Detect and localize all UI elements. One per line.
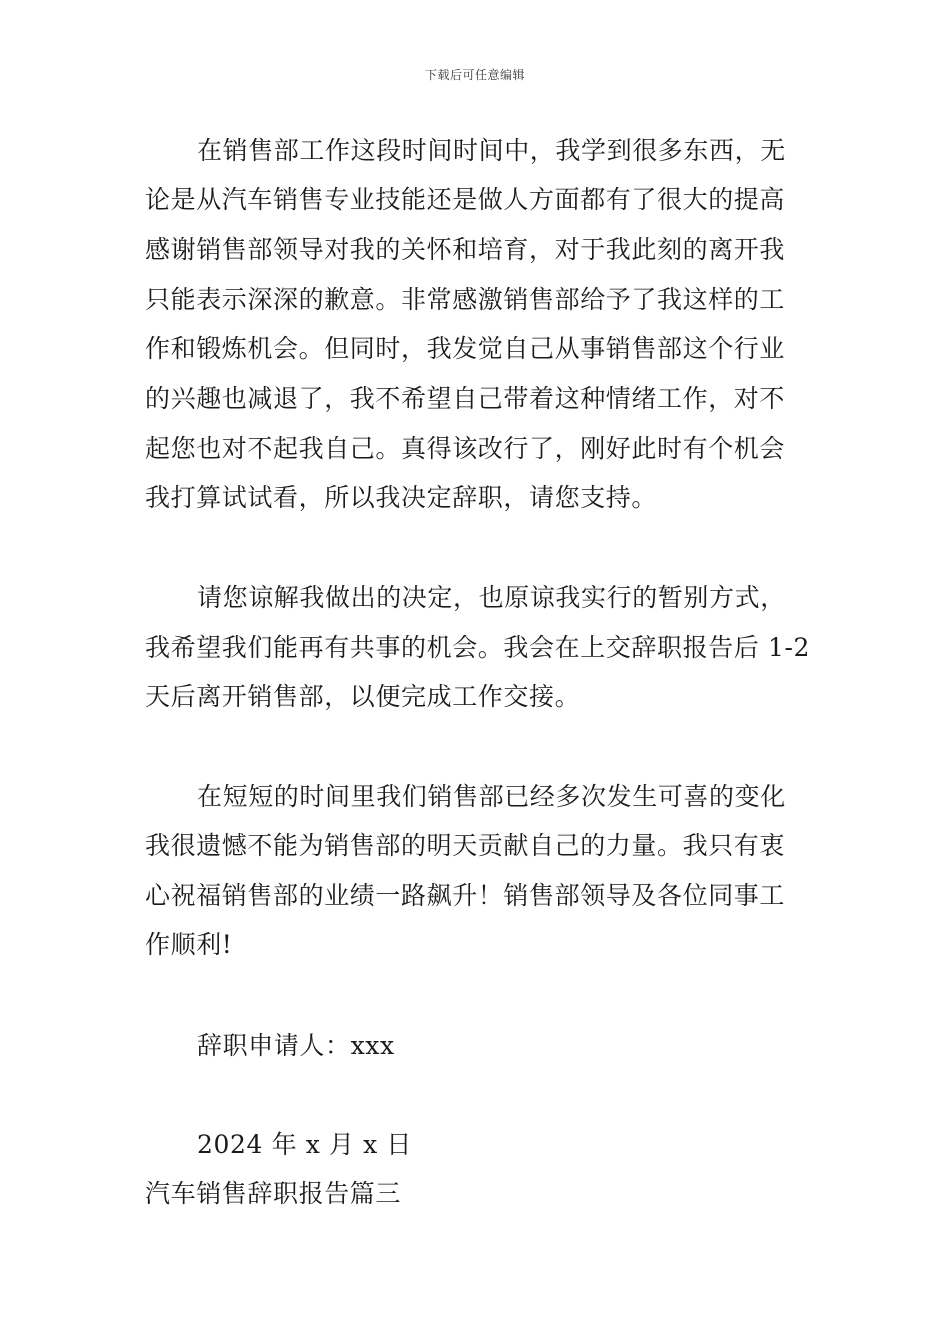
paragraph-line: 我很遗憾不能为销售部的明天贡献自己的力量。我只有衷 — [145, 831, 786, 860]
paragraph-line: 心祝福销售部的业绩一路飙升！销售部领导及各位同事工 — [145, 881, 786, 910]
paragraph-line: 起您也对不起我自己。真得该改行了，刚好此时有个机会 — [145, 434, 786, 463]
paragraph-line: 作和锻炼机会。但同时，我发觉自己从事销售部这个行业 — [145, 334, 786, 363]
paragraph-line: 只能表示深深的歉意。非常感激销售部给予了我这样的工 — [145, 285, 786, 314]
paragraph-line: 我希望我们能再有共事的机会。我会在上交辞职报告后 1-2 — [145, 633, 811, 662]
paragraph-line: 在销售部工作这段时间时间中，我学到很多东西，无 — [197, 136, 786, 165]
paragraph-line: 感谢销售部领导对我的关怀和培育，对于我此刻的离开我 — [145, 235, 786, 264]
date-line: 2024 年 x 月 x 日 — [197, 1130, 412, 1159]
paragraph-line: 的兴趣也减退了，我不希望自己带着这种情绪工作，对不 — [145, 384, 786, 413]
paragraph-line: 我打算试试看，所以我决定辞职，请您支持。 — [145, 483, 658, 512]
paragraph-line: 在短短的时间里我们销售部已经多次发生可喜的变化 — [197, 782, 786, 811]
paragraph-line: 作顺利! — [145, 930, 233, 959]
next-section-title: 汽车销售辞职报告篇三 — [145, 1179, 402, 1208]
signature-line: 辞职申请人：xxx — [197, 1031, 395, 1060]
download-note: 下载后可任意编辑 — [424, 68, 525, 82]
paragraph-line: 天后离开销售部，以便完成工作交接。 — [145, 682, 581, 711]
paragraph-line: 论是从汽车销售专业技能还是做人方面都有了很大的提高 — [145, 185, 786, 214]
paragraph-line: 请您谅解我做出的决定，也原谅我实行的暂别方式， — [197, 583, 786, 612]
